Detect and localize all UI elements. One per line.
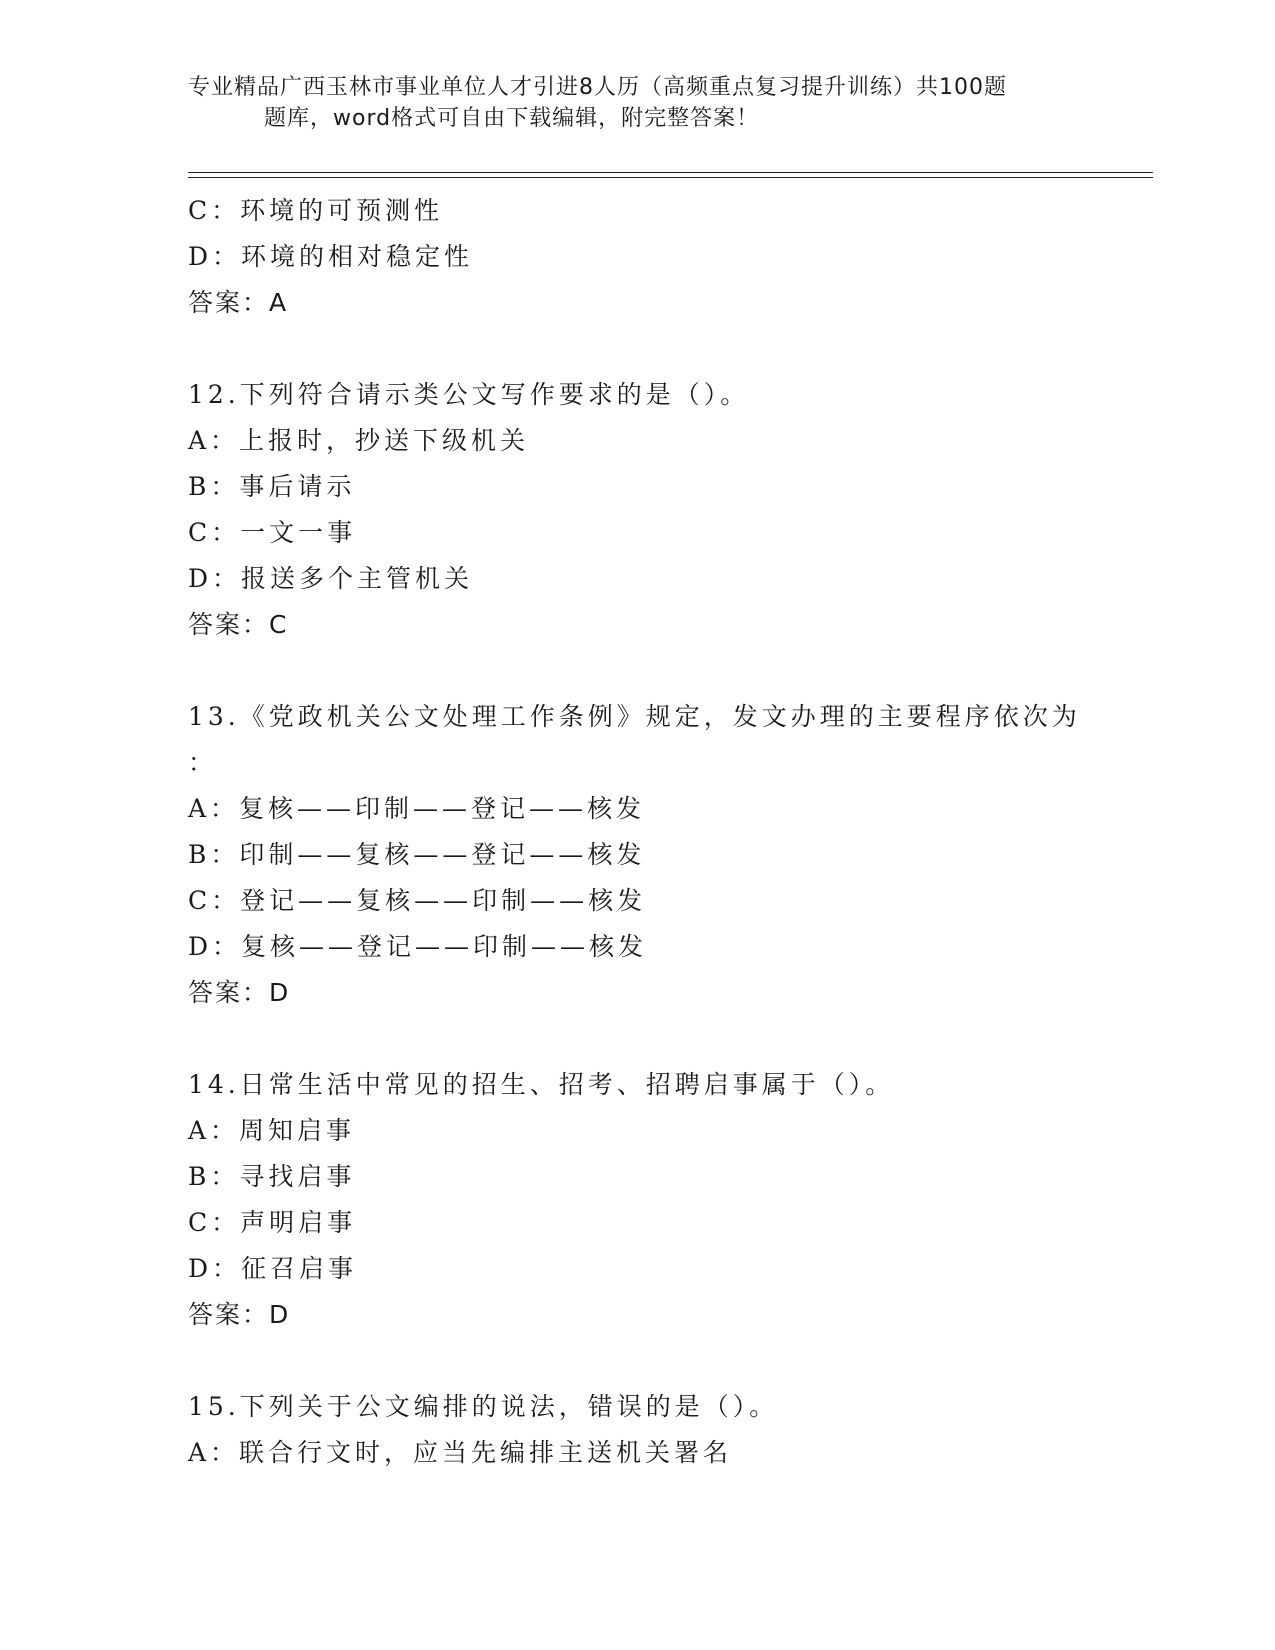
header-title-line-1: 专业精品广西玉林市事业单位人才引进8人历（高频重点复习提升训练）共100题 bbox=[188, 75, 1007, 100]
option-d: D：复核——登记——印制——核发 bbox=[188, 932, 648, 961]
question-14 bbox=[188, 1062, 1148, 1338]
question-stem: 12.下列符合请示类公文写作要求的是（）。 bbox=[188, 380, 750, 409]
option-d: D：征召启事 bbox=[188, 1254, 358, 1283]
question-13 bbox=[188, 694, 1148, 1016]
question-stem: 14.日常生活中常见的招生、招考、招聘启事属于（）。 bbox=[188, 1070, 895, 1099]
question-12 bbox=[188, 372, 1148, 648]
option-a: A：复核——印制——登记——核发 bbox=[188, 794, 646, 823]
option-d: D：报送多个主管机关 bbox=[188, 564, 474, 593]
option-c: C：环境的可预测性 bbox=[188, 196, 444, 225]
option-d: D：环境的相对稳定性 bbox=[188, 242, 474, 271]
option-b: B：事后请示 bbox=[188, 472, 356, 501]
question-11-tail bbox=[188, 188, 1148, 326]
option-a: A：联合行文时，应当先编排主送机关署名 bbox=[188, 1438, 733, 1467]
question-stem: 15.下列关于公文编排的说法，错误的是（）。 bbox=[188, 1392, 779, 1421]
option-c: C：登记——复核——印制——核发 bbox=[188, 886, 647, 915]
option-c: C：一文一事 bbox=[188, 518, 357, 547]
option-b: B：印制——复核——登记——核发 bbox=[188, 840, 646, 869]
answer: 答案：C bbox=[188, 610, 289, 639]
answer: 答案：A bbox=[188, 288, 289, 317]
document-header bbox=[188, 72, 1088, 134]
question-list bbox=[188, 188, 1148, 1476]
option-a: A：周知启事 bbox=[188, 1116, 356, 1145]
header-title-line-2: 题库，word格式可自由下载编辑，附完整答案！ bbox=[264, 106, 760, 131]
header-rule-top bbox=[188, 172, 1153, 173]
question-stem-continuation: ： bbox=[188, 748, 218, 777]
option-c: C：声明启事 bbox=[188, 1208, 357, 1237]
question-15 bbox=[188, 1384, 1148, 1476]
answer: 答案：D bbox=[188, 1300, 291, 1329]
header-rule-bottom bbox=[188, 177, 1153, 178]
question-stem: 13.《党政机关公文处理工作条例》规定，发文办理的主要程序依次为 bbox=[188, 702, 1081, 731]
option-b: B：寻找启事 bbox=[188, 1162, 356, 1191]
option-a: A：上报时，抄送下级机关 bbox=[188, 426, 530, 455]
answer: 答案：D bbox=[188, 978, 291, 1007]
